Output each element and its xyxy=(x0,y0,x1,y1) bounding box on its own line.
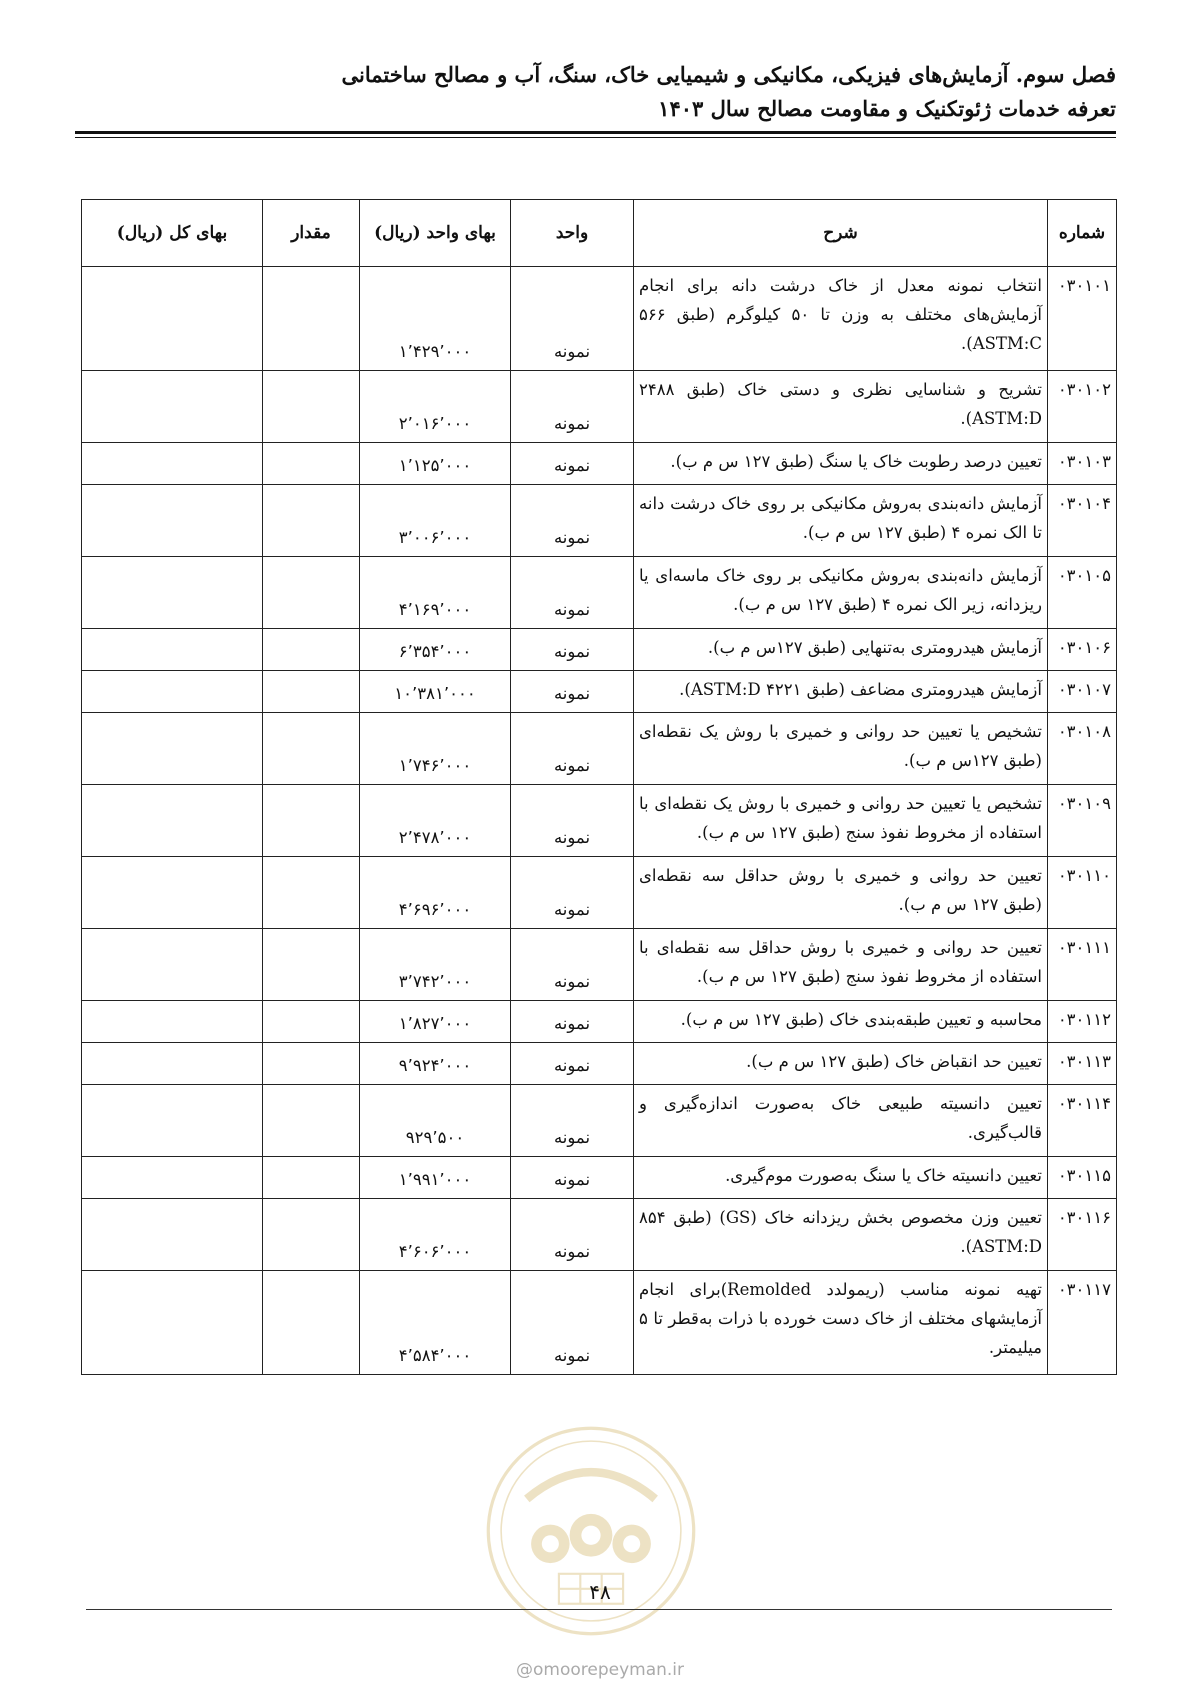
item-unit: نمونه xyxy=(511,443,634,485)
header-rule-thin xyxy=(75,137,1116,138)
item-unit: نمونه xyxy=(511,1271,634,1375)
item-unit: نمونه xyxy=(511,1157,634,1199)
footer-rule xyxy=(86,1609,1112,1610)
item-unit-price: ۱٬۴۲۹٬۰۰۰ xyxy=(360,267,511,371)
item-description: تعیین دانسیته طبیعی خاک به‌صورت اندازه‌گیری و قالب‌گیری. xyxy=(634,1085,1048,1157)
item-code: ۰۳۰۱۱۵ xyxy=(1048,1157,1117,1199)
item-total-price xyxy=(82,1043,263,1085)
item-description: تعیین حد روانی و خمیری با روش حداقل سه نقطه‌ای با استفاده از مخروط نفوذ سنج (طبق ۱۲۷ س م ب). xyxy=(634,929,1048,1001)
header-rule-thick xyxy=(75,131,1116,134)
item-total-price xyxy=(82,1271,263,1375)
item-code: ۰۳۰۱۱۶ xyxy=(1048,1199,1117,1271)
table-row xyxy=(82,629,1117,671)
watermark-seal-logo xyxy=(484,1424,698,1638)
page-header xyxy=(76,58,1116,126)
item-quantity xyxy=(263,557,360,629)
item-quantity xyxy=(263,929,360,1001)
item-quantity xyxy=(263,629,360,671)
table-body xyxy=(82,267,1117,1375)
item-code: ۰۳۰۱۱۱ xyxy=(1048,929,1117,1001)
chapter-title: فصل سوم. آزمایش‌های فیزیکی، مکانیکی و شیمیایی خاک، سنگ، آب و مصالح ساختمانی xyxy=(341,62,1116,87)
header-unit-price: بهای واحد (ریال) xyxy=(360,200,511,267)
item-unit: نمونه xyxy=(511,671,634,713)
item-quantity xyxy=(263,1085,360,1157)
item-unit: نمونه xyxy=(511,371,634,443)
item-code: ۰۳۰۱۰۶ xyxy=(1048,629,1117,671)
item-description: تعیین درصد رطوبت خاک یا سنگ (طبق ۱۲۷ س م ب). xyxy=(634,443,1048,485)
item-unit: نمونه xyxy=(511,929,634,1001)
item-description: آزمایش هیدرومتری مضاعف (طبق ۴۲۲۱ ASTM:D). xyxy=(634,671,1048,713)
item-quantity xyxy=(263,1043,360,1085)
header-quantity: مقدار xyxy=(263,200,360,267)
item-unit-price: ۳٬۷۴۲٬۰۰۰ xyxy=(360,929,511,1001)
item-total-price xyxy=(82,1085,263,1157)
item-code: ۰۳۰۱۰۴ xyxy=(1048,485,1117,557)
item-code: ۰۳۰۱۱۴ xyxy=(1048,1085,1117,1157)
item-description: آزمایش دانه‌بندی به‌روش مکانیکی بر روی خاک درشت دانه تا الک نمره ۴ (طبق ۱۲۷ س م ب). xyxy=(634,485,1048,557)
item-description: تشخیص یا تعیین حد روانی و خمیری با روش یک نقطه‌ای با استفاده از مخروط نفوذ سنج (طبق ۱۲۷ س م ب). xyxy=(634,785,1048,857)
table-row xyxy=(82,1271,1117,1375)
item-unit-price: ۱۰٬۳۸۱٬۰۰۰ xyxy=(360,671,511,713)
item-description: تشریح و شناسایی نظری و دستی خاک (طبق ۲۴۸۸ ASTM:D). xyxy=(634,371,1048,443)
item-total-price xyxy=(82,371,263,443)
table-row xyxy=(82,371,1117,443)
item-code: ۰۳۰۱۱۰ xyxy=(1048,857,1117,929)
item-quantity xyxy=(263,1157,360,1199)
item-unit: نمونه xyxy=(511,629,634,671)
table-row xyxy=(82,929,1117,1001)
item-quantity xyxy=(263,485,360,557)
item-unit: نمونه xyxy=(511,557,634,629)
item-unit-price: ۴٬۱۶۹٬۰۰۰ xyxy=(360,557,511,629)
item-unit-price: ۴٬۶۹۶٬۰۰۰ xyxy=(360,857,511,929)
table-row xyxy=(82,485,1117,557)
item-description: تعیین وزن مخصوص بخش ریزدانه خاک (GS) (طبق ۸۵۴ ASTM:D). xyxy=(634,1199,1048,1271)
table-row xyxy=(82,785,1117,857)
table-row xyxy=(82,1199,1117,1271)
item-unit: نمونه xyxy=(511,785,634,857)
item-unit-price: ۶٬۳۵۴٬۰۰۰ xyxy=(360,629,511,671)
item-quantity xyxy=(263,1199,360,1271)
item-code: ۰۳۰۱۰۲ xyxy=(1048,371,1117,443)
item-total-price xyxy=(82,857,263,929)
item-description: آزمایش هیدرومتری به‌تنهایی (طبق ۱۲۷س م ب). xyxy=(634,629,1048,671)
table-row xyxy=(82,1157,1117,1199)
item-total-price xyxy=(82,1001,263,1043)
item-quantity xyxy=(263,1001,360,1043)
item-total-price xyxy=(82,557,263,629)
item-unit: نمونه xyxy=(511,1085,634,1157)
item-total-price xyxy=(82,785,263,857)
item-total-price xyxy=(82,671,263,713)
item-code: ۰۳۰۱۰۹ xyxy=(1048,785,1117,857)
page-number: ۴۸ xyxy=(589,1580,611,1604)
item-unit: نمونه xyxy=(511,1043,634,1085)
document-title: تعرفه خدمات ژئوتکنیک و مقاومت مصالح سال ۱۴۰۳ xyxy=(658,96,1116,121)
item-unit-price: ۳٬۰۰۶٬۰۰۰ xyxy=(360,485,511,557)
item-code: ۰۳۰۱۱۳ xyxy=(1048,1043,1117,1085)
item-quantity xyxy=(263,713,360,785)
table-row xyxy=(82,557,1117,629)
item-description: تشخیص یا تعیین حد روانی و خمیری با روش یک نقطه‌ای (طبق ۱۲۷س م ب). xyxy=(634,713,1048,785)
item-description: محاسبه و تعیین طبقه‌بندی خاک (طبق ۱۲۷ س م ب). xyxy=(634,1001,1048,1043)
item-description: تعیین حد روانی و خمیری با روش حداقل سه نقطه‌ای (طبق ۱۲۷ س م ب). xyxy=(634,857,1048,929)
item-description: آزمایش دانه‌بندی به‌روش مکانیکی بر روی خاک ماسه‌ای یا ریزدانه، زیر الک نمره ۴ (طبق ۱۲۷ س م ب). xyxy=(634,557,1048,629)
item-unit-price: ۱٬۱۲۵٬۰۰۰ xyxy=(360,443,511,485)
item-unit: نمونه xyxy=(511,485,634,557)
item-code: ۰۳۰۱۰۳ xyxy=(1048,443,1117,485)
item-code: ۰۳۰۱۰۱ xyxy=(1048,267,1117,371)
header-unit: واحد xyxy=(511,200,634,267)
item-unit-price: ۴٬۶۰۶٬۰۰۰ xyxy=(360,1199,511,1271)
item-total-price xyxy=(82,443,263,485)
item-total-price xyxy=(82,629,263,671)
item-unit-price: ۴٬۵۸۴٬۰۰۰ xyxy=(360,1271,511,1375)
item-quantity xyxy=(263,371,360,443)
table-row xyxy=(82,1085,1117,1157)
item-unit-price: ۹۲۹٬۵۰۰ xyxy=(360,1085,511,1157)
header-description: شرح xyxy=(634,200,1048,267)
tariff-table xyxy=(81,199,1117,1375)
header-code: شماره xyxy=(1048,200,1117,267)
item-total-price xyxy=(82,713,263,785)
item-unit-price: ۱٬۹۹۱٬۰۰۰ xyxy=(360,1157,511,1199)
item-code: ۰۳۰۱۰۸ xyxy=(1048,713,1117,785)
table-row xyxy=(82,1043,1117,1085)
item-code: ۰۳۰۱۰۷ xyxy=(1048,671,1117,713)
header-total-price: بهای کل (ریال) xyxy=(82,200,263,267)
table-header-row xyxy=(82,200,1117,267)
item-unit: نمونه xyxy=(511,267,634,371)
item-code: ۰۳۰۱۱۲ xyxy=(1048,1001,1117,1043)
item-total-price xyxy=(82,267,263,371)
item-unit-price: ۹٬۹۲۴٬۰۰۰ xyxy=(360,1043,511,1085)
item-description: انتخاب نمونه معدل از خاک درشت دانه برای انجام آزمایش‌های مختلف به وزن تا ۵۰ کیلوگرم (طبق ۵۶۶ ASTM:C). xyxy=(634,267,1048,371)
website-watermark: @omoorepeyman.ir xyxy=(515,1660,685,1680)
item-description: تعیین دانسیته خاک یا سنگ به‌صورت موم‌گیری. xyxy=(634,1157,1048,1199)
item-total-price xyxy=(82,929,263,1001)
item-code: ۰۳۰۱۱۷ xyxy=(1048,1271,1117,1375)
item-unit-price: ۱٬۸۲۷٬۰۰۰ xyxy=(360,1001,511,1043)
item-quantity xyxy=(263,785,360,857)
item-quantity xyxy=(263,267,360,371)
item-total-price xyxy=(82,1157,263,1199)
item-total-price xyxy=(82,485,263,557)
item-unit-price: ۲٬۴۷۸٬۰۰۰ xyxy=(360,785,511,857)
item-total-price xyxy=(82,1199,263,1271)
item-unit: نمونه xyxy=(511,713,634,785)
table-row xyxy=(82,1001,1117,1043)
item-description: تهیه نمونه مناسب (ریمولدد Remolded)برای انجام آزمایشهای مختلف از خاک دست خورده با ذرات به‌قطر تا ۵ میلیمتر. xyxy=(634,1271,1048,1375)
item-unit-price: ۱٬۷۴۶٬۰۰۰ xyxy=(360,713,511,785)
table-row xyxy=(82,713,1117,785)
table-row xyxy=(82,671,1117,713)
item-unit-price: ۲٬۰۱۶٬۰۰۰ xyxy=(360,371,511,443)
table-row xyxy=(82,857,1117,929)
item-quantity xyxy=(263,671,360,713)
table-row xyxy=(82,267,1117,371)
item-unit: نمونه xyxy=(511,1001,634,1043)
item-code: ۰۳۰۱۰۵ xyxy=(1048,557,1117,629)
table-row xyxy=(82,443,1117,485)
item-unit: نمونه xyxy=(511,857,634,929)
item-description: تعیین حد انقباض خاک (طبق ۱۲۷ س م ب). xyxy=(634,1043,1048,1085)
item-quantity xyxy=(263,857,360,929)
item-quantity xyxy=(263,443,360,485)
item-unit: نمونه xyxy=(511,1199,634,1271)
item-quantity xyxy=(263,1271,360,1375)
